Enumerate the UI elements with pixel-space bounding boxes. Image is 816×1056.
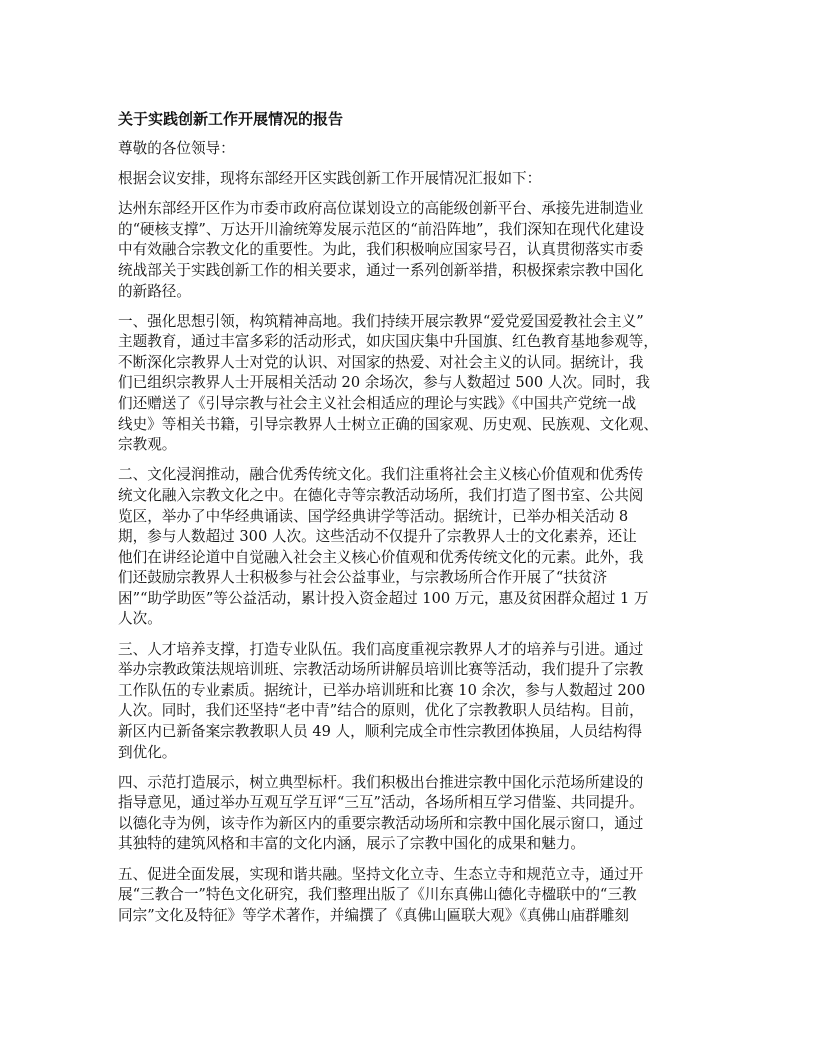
paragraph: [118, 865, 710, 927]
text-line: 们还鼓励宗教界人士积极参与社会公益事业，与宗教场所合作开展了“扶贫济: [118, 569, 608, 587]
paragraph: [118, 139, 710, 160]
paragraph: [118, 465, 710, 630]
paragraph: [118, 169, 710, 190]
text-line: 统文化融入宗教文化之中。在德化寺等宗教活动场所，我们打造了图书室、公共阅: [118, 486, 644, 504]
paragraph: [118, 199, 710, 302]
document-page: [118, 108, 710, 936]
text-line: 一、强化思想引领，构筑精神高地。我们持续开展宗教界“爱党爱国爱教社会主义”: [118, 312, 644, 330]
text-line: 统战部关于实践创新工作的相关要求，通过一系列创新举措，积极探索宗教中国化: [118, 261, 644, 279]
text-line: 人次。同时，我们还坚持“老中青”结合的原则，优化了宗教教职人员结构。目前，: [118, 702, 644, 720]
text-line: 的“硬核支撑”、万达开川渝统筹发展示范区的“前沿阵地”，我们深知在现代化建设: [118, 220, 645, 238]
text-line: 其独特的建筑风格和丰富的文化内涵，展示了宗教中国化的成果和魅力。: [118, 835, 586, 853]
text-line: 主题教育，通过丰富多彩的活动形式，如庆国庆集中升国旗、红色教育基地参观等，: [118, 333, 658, 351]
document-title: 关于实践创新工作开展情况的报告: [118, 110, 344, 128]
text-line: 工作队伍的专业素质。据统计，已举办培训班和比赛 10 余次，参与人数超过 200: [118, 681, 646, 699]
text-line: 三、人才培养支撑，打造专业队伍。我们高度重视宗教界人才的培养与引进。通过: [118, 640, 644, 658]
text-line: 新区内已新备案宗教教职人员 49 人，顺利完成全市性宗教团体换届，人员结构得: [118, 722, 643, 740]
text-line: 期，参与人数超过 300 人次。这些活动不仅提升了宗教界人士的文化素养，还让: [118, 528, 637, 546]
text-line: 览区，举办了中华经典诵读、国学经典讲学等活动。据统计，已举办相关活动 8: [118, 507, 629, 525]
text-line: 同宗”文化及特征》等学术著作，并编撰了《真佛山匾联大观》《真佛山庙群雕刻: [118, 906, 629, 924]
text-line: 到优化。: [118, 743, 177, 761]
text-line: 线史》等相关书籍，引导宗教界人士树立正确的国家观、历史观、民族观、文化观、: [118, 415, 658, 433]
text-line: 指导意见，通过举办互观互学互评“三互”活动，各场所相互学习借鉴、共同提升。: [118, 794, 644, 812]
text-line: 困”“助学助医”等公益活动，累计投入资金超过 100 万元，惠及贫困群众超过 1 万: [118, 589, 649, 607]
paragraph: [118, 640, 710, 764]
text-line: 展“三教合一”特色文化研究，我们整理出版了《川东真佛山德化寺楹联中的“三教: [118, 886, 637, 904]
paragraph: [118, 312, 710, 456]
paragraph: [118, 773, 710, 855]
text-line: 举办宗教政策法规培训班、宗教活动场所讲解员培训比赛等活动，我们提升了宗教: [118, 661, 644, 679]
text-line: 不断深化宗教界人士对党的认识、对国家的热爱、对社会主义的认同。据统计，我: [118, 353, 644, 371]
document-body: [118, 139, 710, 926]
text-line: 他们在讲经论道中自觉融入社会主义核心价值观和优秀传统文化的元素。此外，我: [118, 548, 644, 566]
text-line: 五、促进全面发展，实现和谐共融。坚持文化立寺、生态立寺和规范立寺，通过开: [118, 865, 644, 883]
text-line: 的新路径。: [118, 282, 191, 300]
text-line: 二、文化浸润推动，融合优秀传统文化。我们注重将社会主义核心价值观和优秀传: [118, 466, 644, 484]
text-line: 中有效融合宗教文化的重要性。为此，我们积极响应国家号召，认真贯彻落实市委: [118, 241, 644, 259]
text-line: 尊敬的各位领导：: [118, 140, 235, 157]
text-line: 四、示范打造展示，树立典型标杆。我们积极出台推进宗教中国化示范场所建设的: [118, 773, 644, 791]
text-line: 达州东部经开区作为市委市政府高位谋划设立的高能级创新平台、承接先进制造业: [118, 200, 644, 218]
text-line: 宗教观。: [118, 436, 177, 454]
text-line: 们还赠送了《引导宗教与社会主义社会相适应的理论与实践》《中国共产党统一战: [118, 395, 637, 413]
text-line: 以德化寺为例，该寺作为新区内的重要宗教活动场所和宗教中国化展示窗口，通过: [118, 814, 644, 832]
text-line: 人次。: [118, 610, 162, 628]
text-line: 们已组织宗教界人士开展相关活动 20 余场次，参与人数超过 500 人次。同时，我: [118, 374, 650, 392]
text-line: 根据会议安排，现将东部经开区实践创新工作开展情况汇报如下：: [118, 170, 542, 188]
